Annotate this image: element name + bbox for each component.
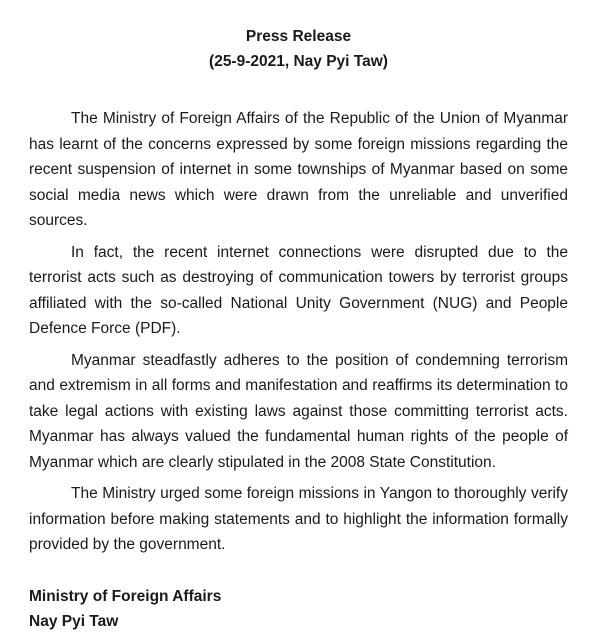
signature-block (29, 584, 568, 634)
body-paragraph-3: Myanmar steadfastly adheres to the position of condemning terrorism and extremism in all forms and manifestation and reaffirms its determination to take legal actions with existing laws against those committing terrorist acts. Myanmar has always valued the fundamental human rights of the people of Myanmar which are clearly stipulated in the 2008 State Constitution. (29, 351, 568, 471)
document-dateline: (25-9-2021, Nay Pyi Taw) (209, 53, 388, 70)
signature-location: Nay Pyi Taw (29, 612, 119, 630)
body-paragraph-4: The Ministry urged some foreign missions in Yangon to thoroughly verify information before making statements and to highlight the information formally provided by the government. (29, 485, 568, 553)
document-title: Press Release (245, 28, 352, 45)
document-header (29, 24, 568, 74)
signature-organization: Ministry of Foreign Affairs (29, 587, 222, 605)
body-paragraph-1: The Ministry of Foreign Affairs of the Republic of the Union of Myanmar has learnt of the concerns expressed by some foreign missions regarding the recent suspension of internet in some townships of Myanmar based on some social media news which were drawn from the unreliable and unverified sources. (29, 110, 568, 229)
body-paragraph-2: In fact, the recent internet connections were disrupted due to the terrorist acts such as destroying of communication towers by terrorist groups affiliated with the so-called National Unity Government (NUG) and People Defence Force (PDF). (29, 243, 568, 337)
document-body (29, 106, 568, 558)
